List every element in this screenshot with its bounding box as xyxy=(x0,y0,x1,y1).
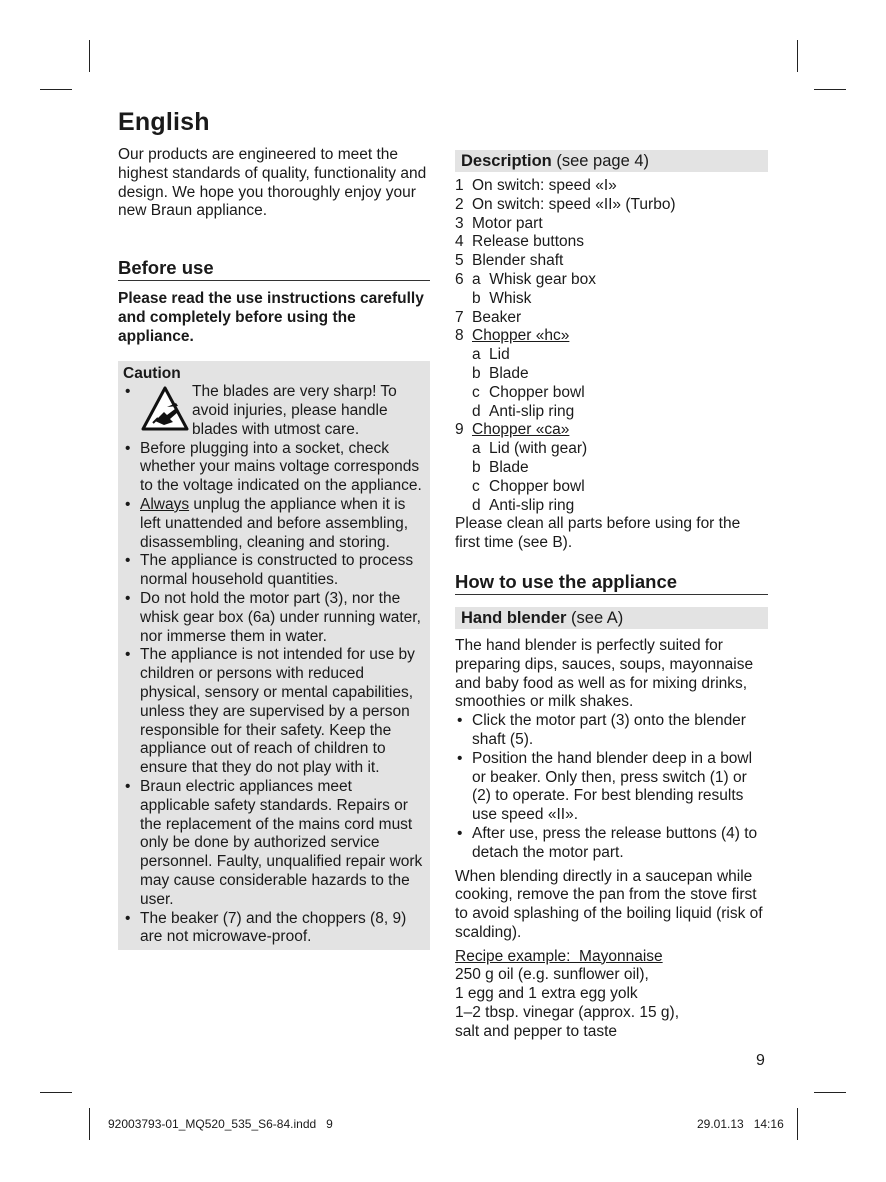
caution-item-blades xyxy=(123,383,425,439)
how-to-use-heading: How to use the appliance xyxy=(455,571,768,595)
clean-note: Please clean all parts before using for the first time (see B). xyxy=(455,515,741,552)
sub-part-item: c Chopper bowl xyxy=(472,383,585,401)
part-item: 1 On switch: speed «I» xyxy=(455,177,617,194)
page-title: English xyxy=(118,108,210,136)
sub-part-item: d Anti-slip ring xyxy=(472,496,575,514)
caution-box xyxy=(118,361,430,950)
always-word: Always xyxy=(140,495,190,513)
crop-mark xyxy=(40,89,72,90)
sharp-blade-warning-icon xyxy=(140,385,190,437)
footer-file-info: 92003793-01_MQ520_535_S6-84.indd 9 xyxy=(108,1117,333,1131)
part-item: 3 Motor part xyxy=(455,214,543,232)
description-heading: Description xyxy=(461,152,552,170)
crop-mark xyxy=(40,1092,72,1093)
caution-item: • Do not hold the motor part (3), nor the whisk gear box (6a) under running water, nor immerse them in water. xyxy=(123,590,425,646)
hand-blender-heading-bar xyxy=(455,607,768,629)
part-item: b Whisk xyxy=(472,289,532,307)
crop-mark xyxy=(89,1108,90,1140)
crop-mark xyxy=(89,40,90,72)
usage-steps-list xyxy=(455,712,768,862)
recipe-title: Recipe example: Mayonnaise xyxy=(455,947,663,965)
sub-part-item: b Blade xyxy=(472,458,529,476)
sub-part-item: a Lid xyxy=(472,346,510,364)
caution-item-text: unplug the appliance when it is left unattended and before assembling, disassembling, cleaning and storing. xyxy=(140,495,408,551)
intro-text: Our products are engineered to meet the highest standards of quality, functionality and design. We hope you thoroughly enjoy your new Braun appliance. xyxy=(118,146,427,220)
blades-warning-text: • The blades are very sharp! To avoid injuries, please handle blades with utmost care. xyxy=(192,383,397,438)
crop-mark xyxy=(814,89,846,90)
part-item: 5 Blender shaft xyxy=(455,252,564,270)
caution-list xyxy=(123,383,425,947)
crop-mark xyxy=(797,40,798,72)
read-instructions-text: Please read the use instructions carefully and completely before using the appliance. xyxy=(118,290,424,346)
hand-blender-heading: Hand blender xyxy=(461,608,567,627)
part-item-chopper-hc: 8 Chopper «hc» xyxy=(455,327,570,345)
part-item: 6 a Whisk gear box xyxy=(455,270,597,288)
part-item: 4 Release buttons xyxy=(455,233,585,251)
parts-list xyxy=(455,177,768,515)
hand-blender-intro: The hand blender is perfectly suited for preparing dips, sauces, soups, mayonnaise and baby food as well as for mixing drinks, smoothies or milk shakes. xyxy=(455,636,754,711)
footer-date: 29.01.13 14:16 xyxy=(697,1117,784,1131)
recipe-line: 1 egg and 1 extra egg yolk xyxy=(455,985,638,1003)
caution-item: • Before plugging into a socket, check whether your mains voltage corresponds to the voltage indicated on the appliance. xyxy=(123,440,425,496)
usage-step: • Position the hand blender deep in a bowl or beaker. Only then, press switch (1) or (2) to operate. For best blending results use speed «II». xyxy=(455,750,768,825)
caution-title: Caution xyxy=(123,365,181,383)
crop-mark xyxy=(814,1092,846,1093)
caution-item: • The beaker (7) and the choppers (8, 9) are not microwave-proof. xyxy=(123,910,425,948)
sub-part-item: c Chopper bowl xyxy=(472,477,585,495)
sub-part-item: a Lid (with gear) xyxy=(472,440,588,458)
recipe-line: 1–2 tbsp. vinegar (approx. 15 g), xyxy=(455,1004,680,1022)
left-column xyxy=(118,108,430,950)
hand-blender-ref: (see A) xyxy=(571,608,624,627)
crop-mark xyxy=(797,1108,798,1140)
before-use-heading: Before use xyxy=(118,257,430,281)
right-column xyxy=(455,150,768,1042)
usage-step: • Click the motor part (3) onto the blender shaft (5). xyxy=(455,712,768,750)
sub-part-item: d Anti-slip ring xyxy=(472,402,575,420)
part-item: 2 On switch: speed «II» (Turbo) xyxy=(455,195,676,213)
description-ref: (see page 4) xyxy=(556,152,650,170)
part-item: 7 Beaker xyxy=(455,308,522,326)
recipe-line: salt and pepper to taste xyxy=(455,1022,618,1040)
caution-item: • Braun electric appliances meet applicable safety standards. Repairs or the replacement of the mains cord must only be done by authorized service personnel. Faulty, unqualified repair work may cause considerable hazards to the user. xyxy=(123,778,425,910)
caution-item: • The appliance is not intended for use by children or persons with reduced physical, sensory or mental capabilities, unless they are supervised by a person responsible for their safety. Keep the appliance out of reach of children to ensure that they do not play with it. xyxy=(123,646,425,778)
page-number: 9 xyxy=(756,1052,765,1069)
sub-part-item: b Blade xyxy=(472,364,529,382)
saucepan-note: When blending directly in a saucepan while cooking, remove the pan from the stove first to avoid splashing of the boiling liquid (risk of scalding). xyxy=(455,867,763,941)
caution-item: • The appliance is constructed to process normal household quantities. xyxy=(123,552,425,590)
usage-step: • After use, press the release buttons (4) to detach the motor part. xyxy=(455,825,768,863)
part-item-chopper-ca: 9 Chopper «ca» xyxy=(455,421,570,439)
recipe-line: 250 g oil (e.g. sunflower oil), xyxy=(455,966,649,984)
caution-item-unplug xyxy=(123,496,425,552)
description-heading-bar xyxy=(455,150,768,172)
